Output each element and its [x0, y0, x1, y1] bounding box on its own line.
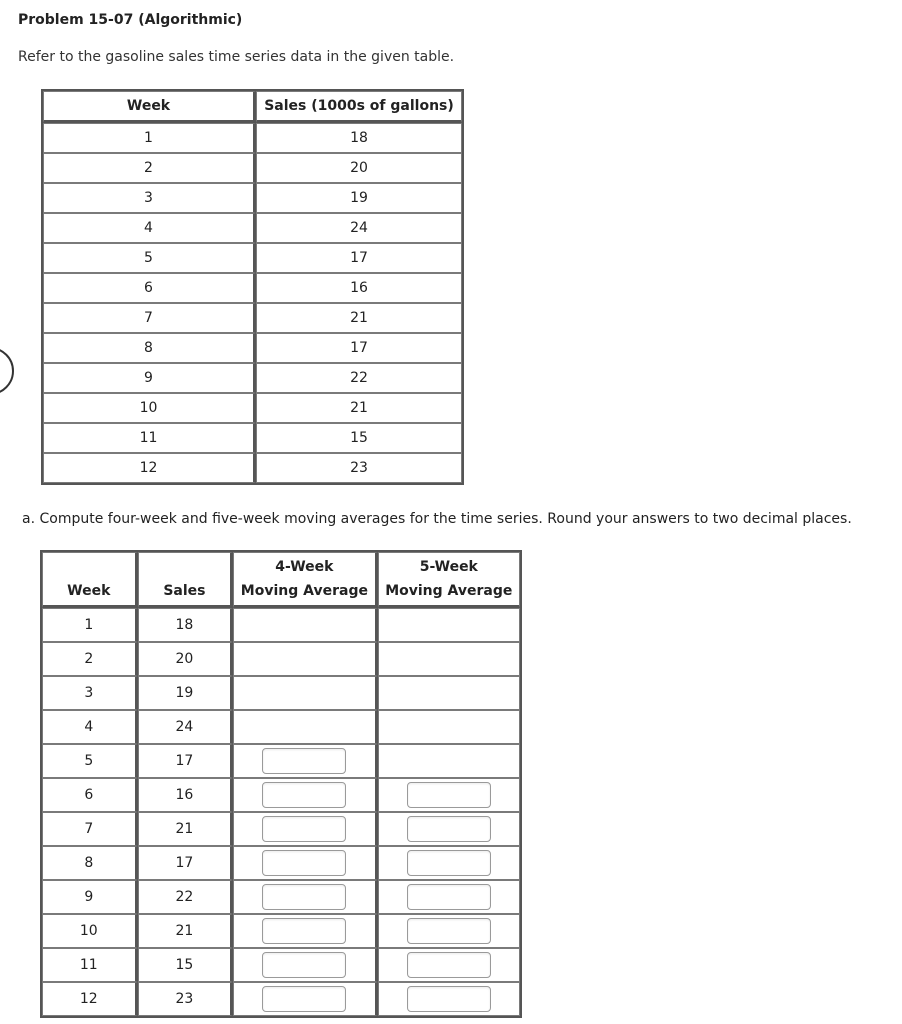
table-row [43, 393, 462, 423]
ma4-header [233, 552, 377, 608]
week-cell: 4 [43, 213, 256, 243]
ma5-input[interactable] [407, 952, 491, 978]
sales-cell: 17 [256, 333, 462, 363]
ma4-cell [233, 880, 377, 914]
sales-cell: 22 [256, 363, 462, 393]
ma4-cell [233, 982, 377, 1016]
table-header-row [42, 552, 520, 608]
ma5-cell [378, 608, 520, 642]
sales-cell: 20 [256, 153, 462, 183]
question-a: a. Compute four-week and five-week moving averages for the time series. Round your answers to two decimal places. [22, 511, 852, 527]
table-row [42, 948, 520, 982]
ma4-input[interactable] [262, 850, 346, 876]
problem-intro: Refer to the gasoline sales time series data in the given table. [18, 49, 455, 65]
sales-cell: 19 [256, 183, 462, 213]
sales-cell: 24 [256, 213, 462, 243]
ma5-cell [378, 914, 520, 948]
table-row [43, 333, 462, 363]
sales-cell: 16 [256, 273, 462, 303]
ma4-input[interactable] [262, 782, 346, 808]
week-cell: 12 [43, 453, 256, 483]
week-cell: 7 [43, 303, 256, 333]
ma5-header [378, 552, 520, 608]
sales-cell: 18 [138, 608, 234, 642]
table-row [42, 676, 520, 710]
table-row [43, 423, 462, 453]
ma4-input[interactable] [262, 952, 346, 978]
week-cell: 3 [43, 183, 256, 213]
week-cell: 12 [42, 982, 138, 1016]
table-row [42, 642, 520, 676]
table-row [42, 846, 520, 880]
ma5-cell [378, 846, 520, 880]
week-cell: 6 [42, 778, 138, 812]
circle-marker-icon [0, 347, 14, 395]
ma5-cell [378, 812, 520, 846]
sales-cell: 21 [256, 303, 462, 333]
week-header: Week [42, 552, 138, 608]
sales-cell: 23 [138, 982, 234, 1016]
week-cell: 5 [42, 744, 138, 778]
sales-cell: 17 [138, 846, 234, 880]
sales-cell: 19 [138, 676, 234, 710]
table-row [43, 153, 462, 183]
week-cell: 8 [43, 333, 256, 363]
ma4-cell [233, 642, 377, 676]
table-row [43, 213, 462, 243]
table-header-row [43, 91, 462, 123]
ma5-input[interactable] [407, 918, 491, 944]
ma4-cell [233, 846, 377, 880]
ma4-cell [233, 914, 377, 948]
ma4-header-line1: 4-Week [275, 559, 334, 575]
sales-cell: 23 [256, 453, 462, 483]
week-cell: 10 [42, 914, 138, 948]
table-row [42, 880, 520, 914]
week-cell: 1 [43, 123, 256, 153]
sales-cell: 22 [138, 880, 234, 914]
ma4-cell [233, 744, 377, 778]
moving-average-table [40, 550, 522, 1018]
sales-header: Sales (1000s of gallons) [256, 91, 462, 123]
table-row [42, 744, 520, 778]
problem-title: Problem 15-07 (Algorithmic) [18, 12, 243, 28]
week-cell: 1 [42, 608, 138, 642]
table-row [43, 123, 462, 153]
ma5-input[interactable] [407, 850, 491, 876]
sales-cell: 17 [138, 744, 234, 778]
sales-cell: 21 [138, 914, 234, 948]
sales-cell: 16 [138, 778, 234, 812]
ma5-header-line1: 5-Week [419, 559, 478, 575]
week-cell: 9 [43, 363, 256, 393]
table-row [43, 453, 462, 483]
table-row [42, 812, 520, 846]
ma5-input[interactable] [407, 782, 491, 808]
ma4-input[interactable] [262, 884, 346, 910]
ma4-cell [233, 676, 377, 710]
week-cell: 4 [42, 710, 138, 744]
sales-cell: 15 [256, 423, 462, 453]
ma4-cell [233, 710, 377, 744]
sales-cell: 21 [256, 393, 462, 423]
week-cell: 11 [43, 423, 256, 453]
table-row [42, 710, 520, 744]
sales-cell: 18 [256, 123, 462, 153]
ma5-input[interactable] [407, 884, 491, 910]
ma5-cell [378, 642, 520, 676]
table-row [43, 183, 462, 213]
table-row [43, 363, 462, 393]
ma5-cell [378, 744, 520, 778]
week-cell: 7 [42, 812, 138, 846]
ma5-cell [378, 710, 520, 744]
week-cell: 2 [43, 153, 256, 183]
week-cell: 11 [42, 948, 138, 982]
ma4-cell [233, 608, 377, 642]
sales-header: Sales [138, 552, 234, 608]
table-row [42, 778, 520, 812]
table-row [42, 982, 520, 1016]
week-cell: 9 [42, 880, 138, 914]
sales-cell: 15 [138, 948, 234, 982]
table-row [43, 243, 462, 273]
table-row [42, 914, 520, 948]
ma5-cell [378, 778, 520, 812]
ma5-cell [378, 948, 520, 982]
ma4-input[interactable] [262, 748, 346, 774]
ma4-input[interactable] [262, 918, 346, 944]
sales-cell: 21 [138, 812, 234, 846]
week-cell: 6 [43, 273, 256, 303]
ma5-cell [378, 982, 520, 1016]
sales-cell: 17 [256, 243, 462, 273]
table-row [43, 303, 462, 333]
ma4-cell [233, 948, 377, 982]
ma5-input[interactable] [407, 986, 491, 1012]
sales-cell: 20 [138, 642, 234, 676]
table-row [43, 273, 462, 303]
week-cell: 8 [42, 846, 138, 880]
ma4-cell [233, 778, 377, 812]
ma5-cell [378, 676, 520, 710]
week-cell: 3 [42, 676, 138, 710]
ma5-input[interactable] [407, 816, 491, 842]
week-header: Week [43, 91, 256, 123]
table-row [42, 608, 520, 642]
week-cell: 2 [42, 642, 138, 676]
ma5-cell [378, 880, 520, 914]
ma4-input[interactable] [262, 816, 346, 842]
sales-cell: 24 [138, 710, 234, 744]
ma4-input[interactable] [262, 986, 346, 1012]
week-cell: 5 [43, 243, 256, 273]
sales-data-table [41, 89, 464, 485]
week-cell: 10 [43, 393, 256, 423]
ma4-cell [233, 812, 377, 846]
ma4-header-line2: Moving Average [240, 583, 368, 599]
ma5-header-line2: Moving Average [385, 583, 513, 599]
